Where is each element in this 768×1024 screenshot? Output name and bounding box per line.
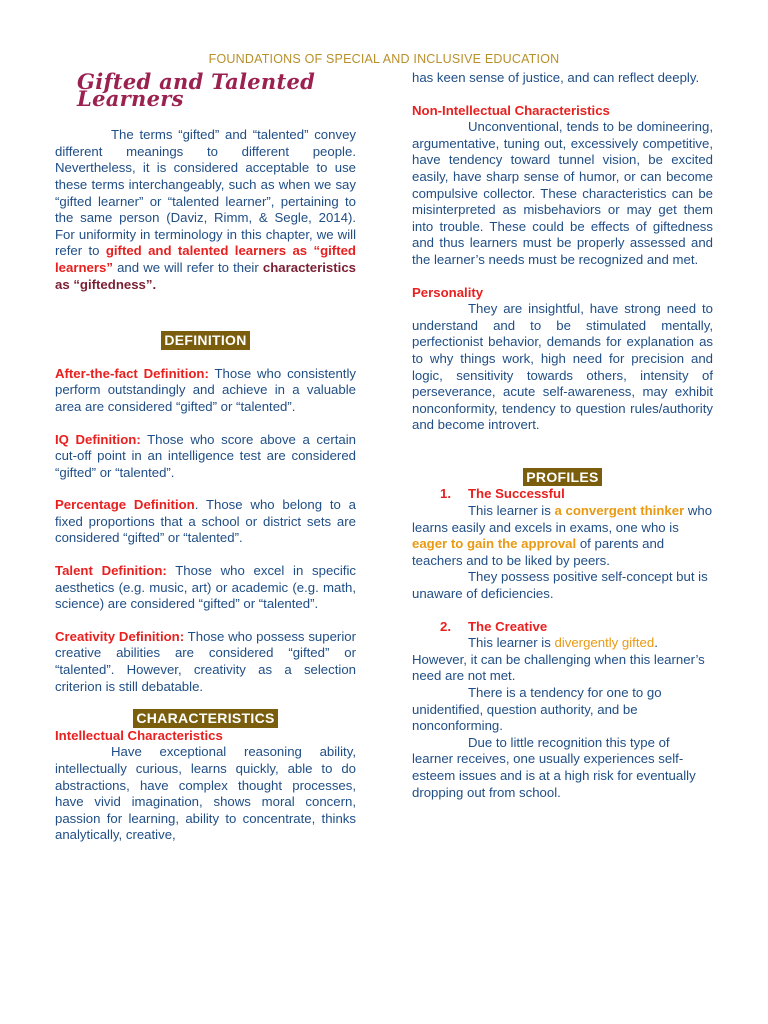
definition-item: Percentage Definition. Those who belong to a fixed proportions that a school or district sets are considered “gifted” or “talented”. bbox=[55, 497, 356, 546]
non-intellectual-text: Unconventional, tends to be domineering, argumentative, tuning out, excessively competitive, have tendency toward tunnel vision, be excited easily, have sharp sense of humor, or can become compulsive collector. These characteristics can be misinterpreted as misbehaviors or may get them into trouble. These could be effects of giftedness and thus learners must be properly assessed and the learner’s needs must be recognized and met. bbox=[412, 119, 713, 267]
profile-creative-text: This learner is divergently gifted. However, it can be challenging when this learner’s need are not met. bbox=[412, 635, 705, 684]
profiles-heading: PROFILES bbox=[412, 468, 713, 487]
non-intellectual-heading: Non-Intellectual Characteristics bbox=[412, 102, 610, 118]
intro-paragraph: The terms “gifted” and “talented” convey different meanings to different people. Nevertheless, it is considered acceptable to use these terms interchangeably, such as when we say “gifted learner” or “talented learner”, pertaining to the same person (Daviz, Rimm, & Segle, 2014). For uniformity in terminology in this chapter, we will refer to gifted and talented learners as “gifted learners” and we will refer to their characteristics as “giftedness”. bbox=[55, 127, 356, 292]
page-title: Gifted and Talented Learners bbox=[77, 69, 316, 111]
intellectual-text-continued: has keen sense of justice, and can reflect deeply. bbox=[412, 70, 700, 85]
definition-item: After-the-fact Definition: Those who consistently perform outstandingly and achieve in a valuable area are considered “gifted” or “talented”. bbox=[55, 365, 356, 414]
intellectual-heading: Intellectual Characteristics bbox=[55, 727, 223, 743]
course-header: FOUNDATIONS OF SPECIAL AND INCLUSIVE EDUCATION bbox=[208, 52, 560, 66]
personality-heading: Personality bbox=[412, 284, 484, 300]
definition-heading: DEFINITION bbox=[55, 331, 356, 350]
characteristics-heading: CHARACTERISTICS bbox=[55, 709, 356, 728]
personality-text: They are insightful, have strong need to understand and to be stimulated mentally, perfectionist behavior, demands for explanation as to why things work, high need for precision and logic, sensitivity towards others, intensity of perseverance, acute self-awareness, may exhibit nonconformity, tendency to question rules/authority and become introvert. bbox=[412, 301, 713, 433]
definition-item: Creativity Definition: Those who possess superior creative abilities are considered “gifted” or “talented”. However, creativity as a selection criterion is still debatable. bbox=[55, 628, 356, 694]
intellectual-text: Have exceptional reasoning ability, intellectually curious, learns quickly, able to do abstractions, have complex thought processes, have vivid imagination, shows moral concern, passion for learning, ability to concentrate, thinks analytically, creative, bbox=[55, 744, 356, 843]
left-column bbox=[55, 69, 357, 844]
definition-item: IQ Definition: Those who score above a certain cut-off point in an intelligence test are considered “gifted” or “talented”. bbox=[55, 431, 357, 480]
intro-highlight-maroon: characteristics as “giftedness”. bbox=[55, 259, 356, 292]
profile-successful-heading: 1. The Successful bbox=[440, 486, 565, 502]
profile-successful-text: This learner is a convergent thinker who learns easily and excels in exams, one who is eager to gain the approval of parents and teachers and to be liked by peers. bbox=[412, 503, 713, 568]
right-column bbox=[412, 70, 713, 801]
profile-creative-text-3: Due to little recognition this type of learner receives, one usually experiences self-esteem issues and is at a high risk for eventually dropping out from school. bbox=[412, 734, 696, 800]
definition-item: Talent Definition: Those who excel in specific aesthetics (e.g. music, art) or academic (e.g. math, science) are considered “gifted” or “talented”. bbox=[55, 563, 356, 612]
profile-creative-heading: 2. The Creative bbox=[440, 618, 548, 634]
intro-highlight-red: gifted and talented learners as “gifted learners” bbox=[55, 243, 356, 275]
profile-successful-text-2: They possess positive self-concept but is unaware of deficiencies. bbox=[412, 569, 708, 602]
profile-creative-text-2: There is a tendency for one to go unidentified, question authority, and be nonconforming. bbox=[412, 685, 662, 734]
